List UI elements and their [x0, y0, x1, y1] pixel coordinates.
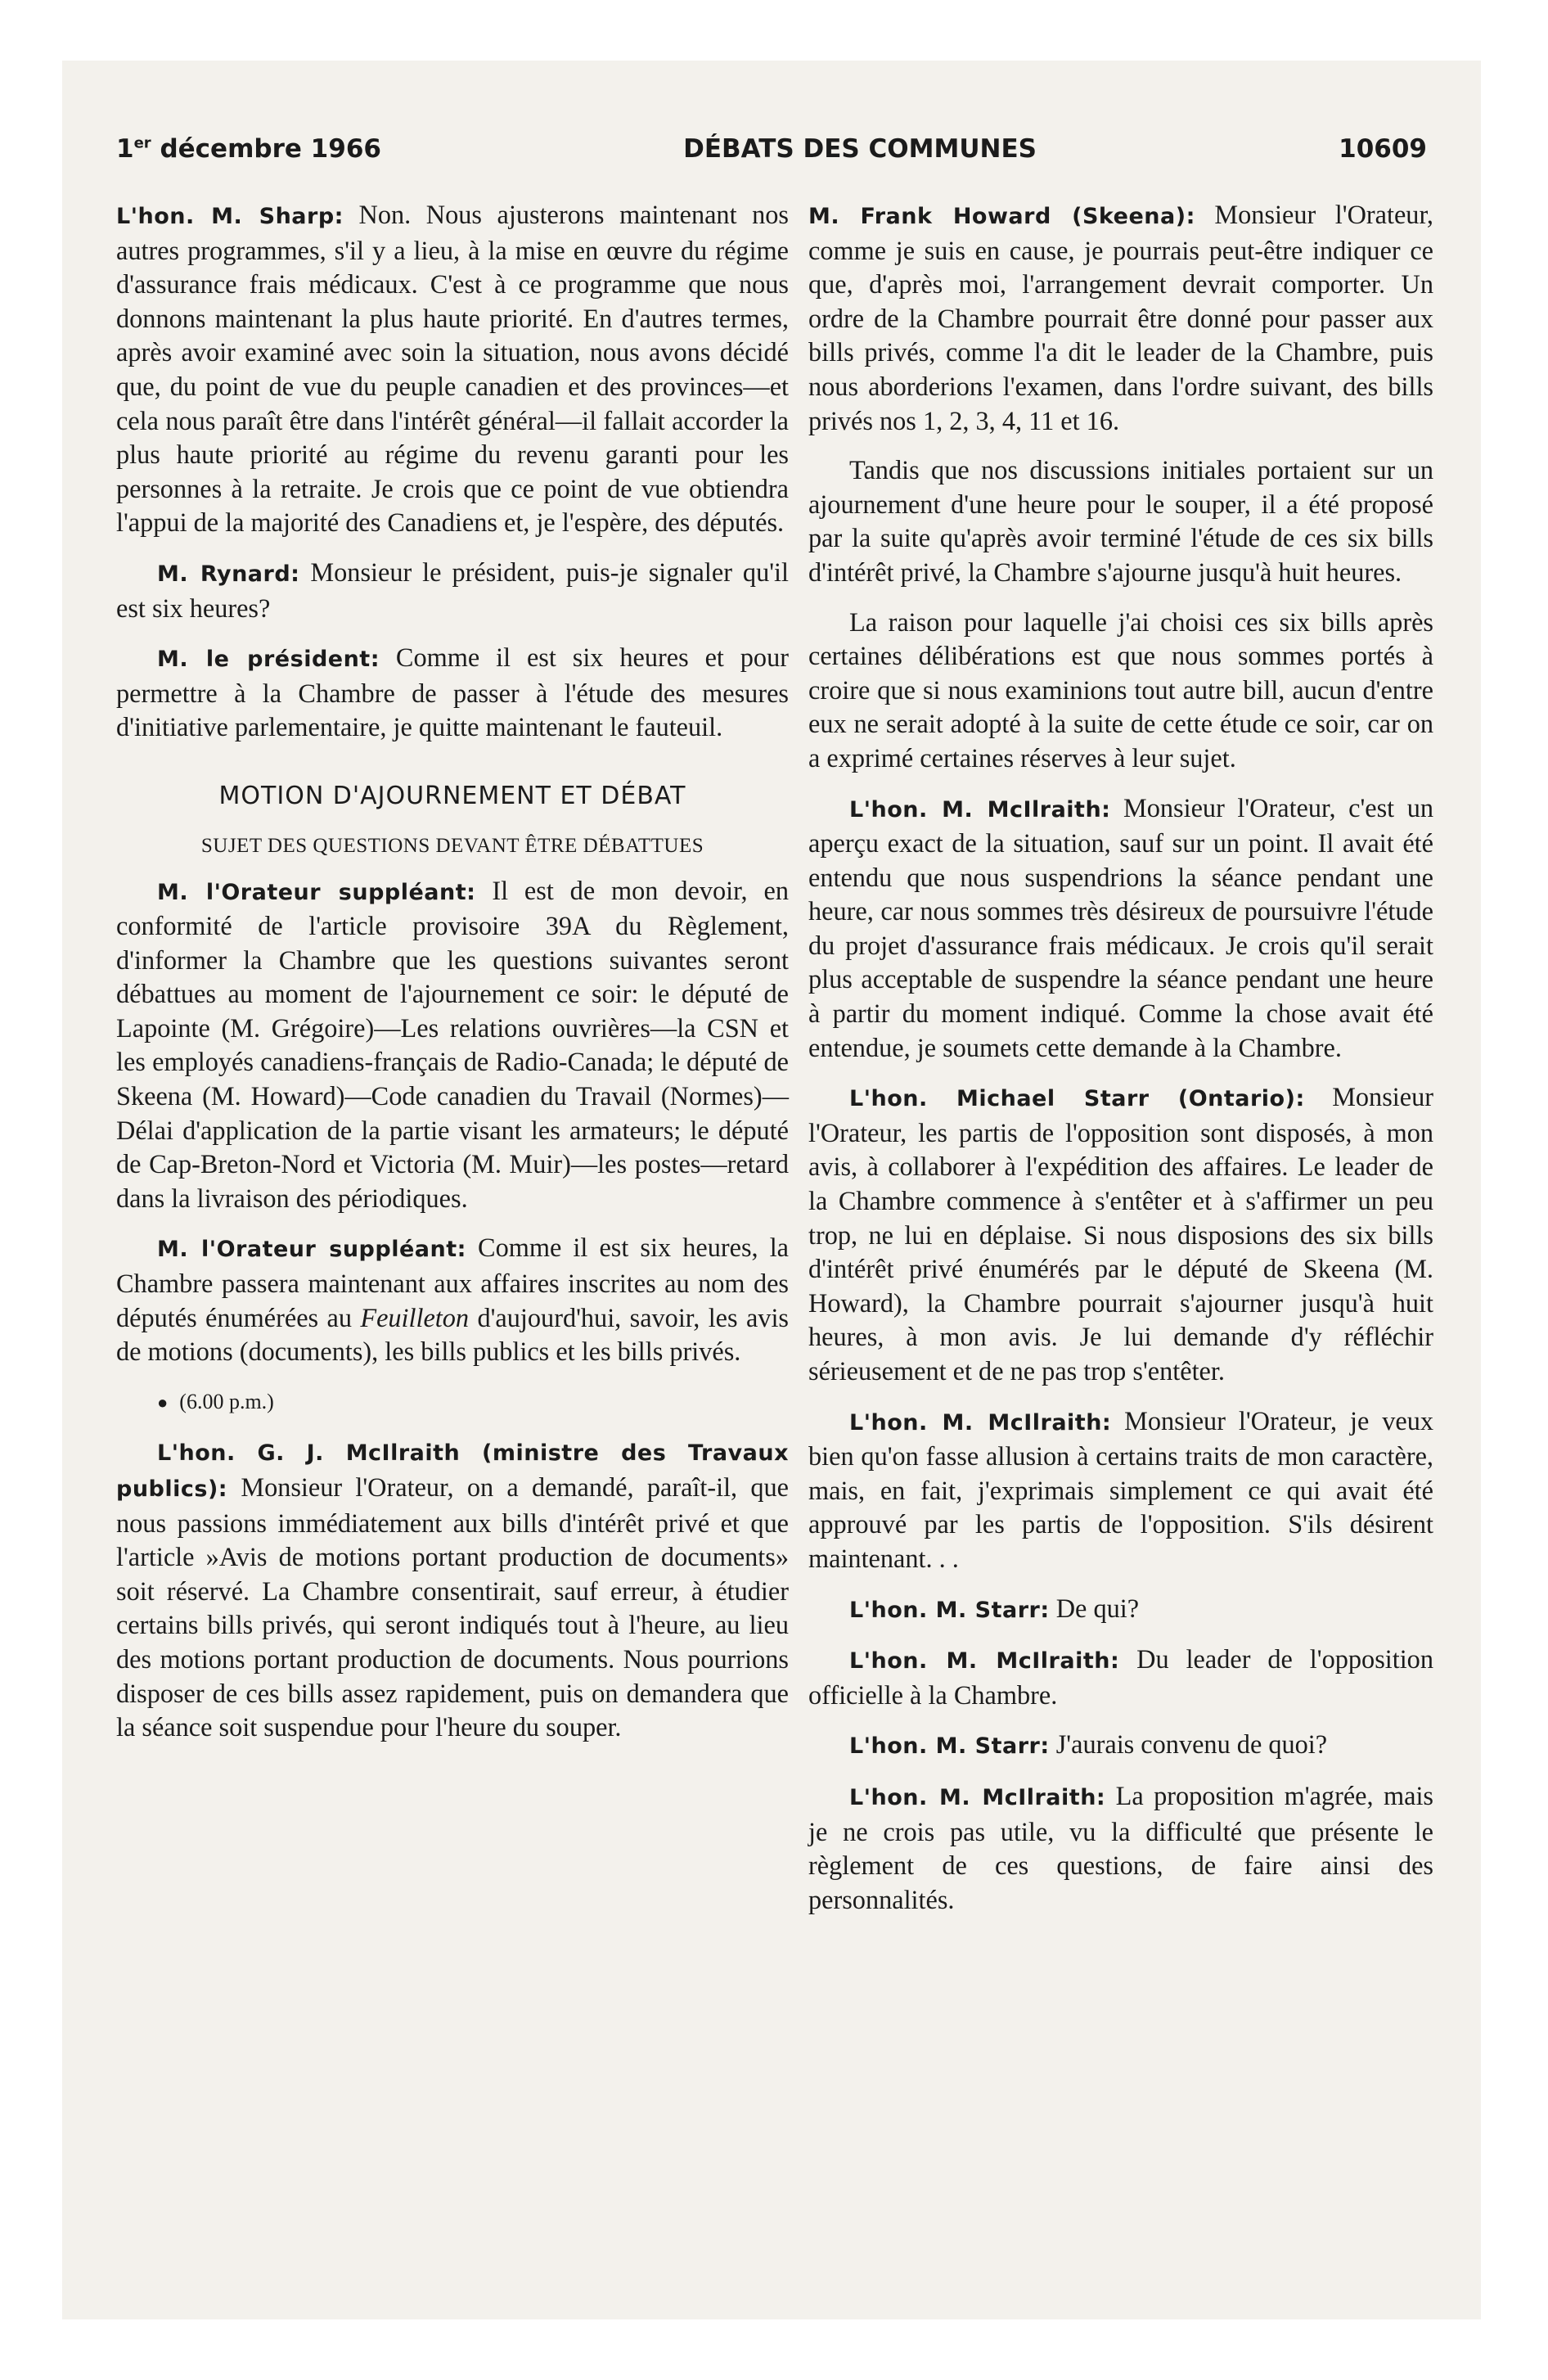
speech-text: Monsieur le président, puis-je signaler qu'il est six heures?: [116, 557, 789, 623]
speech-text: Comme il est six heures, la Chambre passera maintenant aux affaires inscrites au nom des députés énumérées au: [116, 1233, 789, 1332]
paragraph: [116, 556, 789, 625]
paragraph: [116, 1231, 789, 1368]
paragraph: [116, 641, 789, 745]
header-title: DÉBATS DES COMMUNES: [683, 134, 1037, 164]
document-page: [62, 61, 1481, 2319]
speaker-name: L'hon. M. Starr:: [849, 1733, 1050, 1760]
speech-text: De qui?: [1049, 1593, 1140, 1623]
speech-text: d'aujourd'hui, savoir, les avis de motions (documents), les bills publics et les bills privés.: [116, 1302, 789, 1367]
italic-title: Feuilleton: [360, 1302, 470, 1332]
paragraph: [808, 1643, 1433, 1712]
speech-text: Monsieur l'Orateur, comme je suis en cause, je pourrais peut-être indiquer ce que, d'après moi, l'arrangement devrait comporter. Un ordre de la Chambre pourrait être donné pour passer aux bills privés, comme l'a dit le leader de la Chambre, puis nous aborderions l'examen, dans l'ordre suivant, des bills privés nos 1, 2, 3, 4, 11 et 16.: [808, 200, 1433, 435]
paragraph: [808, 1404, 1433, 1576]
speech-text: Non. Nous ajusterons maintenant nos autres programmes, s'il y a lieu, à la mise en œuvre du régime d'assurance frais médicaux. C'est à ce programme que nous donnons maintenant la plus haute priorité. En d'autres termes, après avoir examiné avec soin la situation, nous avons décidé que, du point de vue du peuple canadien et des provinces—et cela nous paraît être dans l'intérêt général—il fallait accorder la plus haute priorité au régime du revenu garanti pour les personnes à la retraite. Je crois que ce point de vue obtiendra l'appui de la majorité des Canadiens et, je l'espère, des députés.: [116, 200, 789, 538]
paragraph: [808, 198, 1433, 438]
section-heading: MOTION D'AJOURNEMENT ET DÉBAT: [218, 781, 686, 810]
speaker-name: L'hon. M. Sharp:: [116, 204, 344, 229]
speaker-name: L'hon. M. McIlraith:: [849, 1648, 1120, 1675]
paragraph: [116, 198, 789, 540]
speech-text: Monsieur l'Orateur, c'est un aperçu exact de la situation, sauf sur un point. Il avait été entendu que nous suspendrions la séance pendant une heure, car nous sommes très désireux de poursuivre l'étude du projet d'assurance frais médicaux. Je crois qu'il serait plus acceptable de suspendre la séance pendant une heure à partir du moment indiqué. Comme la chose avait été entendue, je soumets cette demande à la Chambre.: [808, 792, 1433, 1062]
section-subheading: SUJET DES QUESTIONS DEVANT ÊTRE DÉBATTUES: [200, 834, 704, 857]
speaker-name: M. Frank Howard (Skeena):: [808, 204, 1195, 229]
paragraph: [116, 874, 789, 1216]
paragraph: La raison pour laquelle j'ai choisi ces six bills après certaines délibérations est que nous sommes portés à croire que si nous examinions tout autre bill, aucun d'entre eux ne serait adopté à la suite de cette étude ce soir, car on a exprimé certaines réserves à leur sujet.: [808, 606, 1433, 773]
speaker-name: M. l'Orateur suppléant:: [157, 1237, 466, 1263]
speaker-name: L'hon. G. J. McIlraith (ministre des Travaux publics):: [116, 1440, 789, 1502]
speech-text: J'aurais convenu de quoi?: [1049, 1729, 1328, 1760]
speech-text: Il est de mon devoir, en conformité de l'article provisoire 39A du Règlement, d'informer la Chambre que les questions suivantes seront débattues au moment de l'ajournement ce soir: le député de Lapointe (M. Grégoire)—Les relations ouvrières—la CSN et les employés canadiens-français de Radio-Canada; le député de Skeena (M. Howard)—Code canadien du Travail (Normes)—Délai d'application de la partie visant les armateurs; le député de Cap-Breton-Nord et Victoria (M. Muir)—les postes—retard dans la livraison des périodiques.: [116, 875, 789, 1213]
speaker-name: L'hon. M. Starr:: [849, 1597, 1050, 1623]
paragraph: [808, 1592, 1433, 1628]
speaker-name: L'hon. M. McIlraith:: [849, 1409, 1112, 1436]
date-day: 1: [116, 134, 134, 164]
header-date: [116, 134, 381, 164]
speaker-name: M. le président:: [157, 647, 380, 673]
speech-text: Monsieur l'Orateur, on a demandé, paraît-il, que nous passions immédiatement aux bills d'intérêt privé et que l'article »Avis de motions portant production de documents» soit réservé. La Chambre consentirait, sauf erreur, à étudier certains bills privés, qui seront indiqués tout à l'heure, au lieu des motions portant production de documents. Nous pourrions disposer de ces bills assez rapidement, puis on demandera que la séance soit suspendue pour l'heure du souper.: [116, 1472, 789, 1742]
paragraph: [808, 1728, 1433, 1764]
right-column: [808, 198, 1433, 1932]
speech-text: La proposition m'agrée, mais je ne crois pas utile, vu la difficulté que présente le règlement de ces questions, de faire ainsi des personnalités.: [808, 1780, 1433, 1914]
bullet-icon: ●: [157, 1391, 169, 1413]
speech-text: Comme il est six heures et pour permettre à la Chambre de passer à l'étude des mesures d'initiative parlementaire, je quitte maintenant le fauteuil.: [116, 642, 789, 742]
speaker-name: M. l'Orateur suppléant:: [157, 879, 476, 905]
speaker-name: L'hon. M. McIlraith:: [849, 796, 1111, 823]
speech-text: Du leader de l'opposition officielle à la Chambre.: [808, 1644, 1433, 1710]
time-marker: [116, 1385, 789, 1420]
paragraph: [808, 791, 1433, 1066]
speaker-name: L'hon. Michael Starr (Ontario):: [849, 1086, 1305, 1112]
paragraph: [116, 1435, 789, 1744]
left-column: [116, 198, 789, 1760]
date-month-year: décembre 1966: [151, 134, 381, 164]
date-ordinal: er: [133, 134, 151, 152]
paragraph: [808, 1779, 1433, 1917]
speech-text: Monsieur l'Orateur, je veux bien qu'on fasse allusion à certains traits de mon caractère, mais, en fait, j'exprimais simplement ce qui avait été approuvé par les partis de l'opposition. S'ils désirent maintenant. . .: [808, 1405, 1433, 1573]
speech-text: Monsieur l'Orateur, les partis de l'opposition sont disposés, à mon avis, à collaborer à l'expédition des affaires. Le leader de la Chambre commence à s'entêter et à s'affirmer un peu trop, ne lui en déplaise. Si nous disposions des six bills d'intérêt privé énumérés par le député de Skeena (M. Howard), la Chambre pourrait s'ajourner jusqu'à huit heures, à mon avis. Je lui demande d'y réfléchir sérieusement et de ne pas trop s'entêter.: [808, 1082, 1433, 1386]
page-number: 10609: [1339, 134, 1427, 164]
paragraph: Tandis que nos discussions initiales portaient sur un ajournement d'une heure pour le souper, il a été proposé par la suite qu'après avoir terminé l'étude de ces six bills d'intérêt privé, la Chambre s'ajourne jusqu'à huit heures.: [808, 455, 1433, 587]
page-header: [116, 134, 1427, 175]
speaker-name: M. Rynard:: [157, 561, 300, 587]
paragraph: [808, 1080, 1433, 1388]
speaker-name: L'hon. M. McIlraith:: [849, 1784, 1106, 1810]
time-text: (6.00 p.m.): [179, 1389, 274, 1413]
